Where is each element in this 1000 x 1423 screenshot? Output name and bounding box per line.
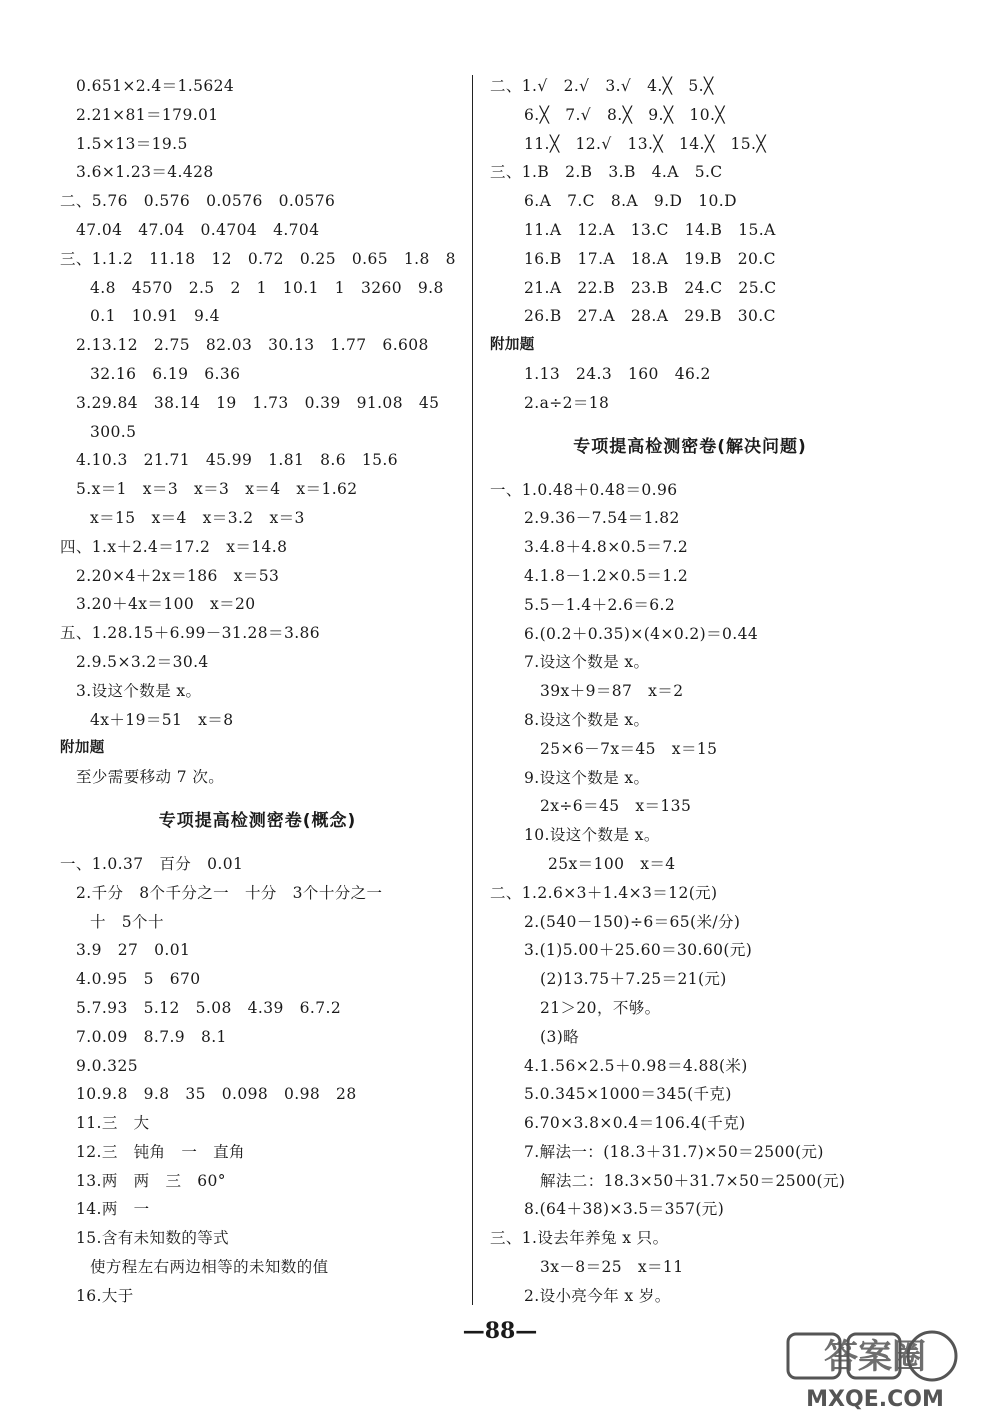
answer-line: 1.5×13＝19.5 [76, 134, 188, 153]
answer-line: 1.13 24.3 160 46.2 [524, 364, 711, 383]
answer-line: 2.9.5×3.2＝30.4 [76, 652, 209, 671]
answer-line: 3.20＋4x＝100 x＝20 [76, 595, 256, 614]
answer-line: 14.两 一 [76, 1200, 150, 1219]
answer-line: 5.0.345×1000＝345(千克) [524, 1085, 732, 1104]
answer-line: 三、1.设去年养兔 x 只。 [490, 1229, 669, 1248]
answer-line: 11.╳ 12.√ 13.╳ 14.╳ 15.╳ [524, 134, 767, 153]
right-column [490, 72, 890, 1311]
answer-line: 至少需要移动 7 次。 [76, 768, 225, 787]
answer-line: 4.8 4570 2.5 2 1 10.1 1 3260 9.8 [90, 278, 444, 297]
answer-line: 5.x＝1 x＝3 x＝3 x＝4 x＝1.62 [76, 480, 358, 499]
section-title: 专项提高检测密卷(解决问题) [573, 436, 807, 457]
section-title: 专项提高检测密卷(概念) [158, 810, 357, 831]
answer-line: 3.4.8＋4.8×0.5＝7.2 [524, 538, 689, 557]
page-number: —88— [462, 1318, 538, 1344]
answer-line: 2.(540－150)÷6＝65(米/分) [524, 912, 741, 931]
answer-line: 3.(1)5.00＋25.60＝30.60(元) [524, 941, 753, 960]
column-divider [472, 75, 473, 1305]
answer-line: x＝15 x＝4 x＝3.2 x＝3 [90, 508, 305, 527]
answer-line: (3)略 [540, 1027, 580, 1046]
answer-line: 三、1.B 2.B 3.B 4.A 5.C [490, 163, 723, 182]
answer-line: 6.A 7.C 8.A 9.D 10.D [524, 192, 737, 211]
answer-line: 7.设这个数是 x。 [524, 653, 650, 672]
answer-line: 8.(64＋38)×3.5＝357(元) [524, 1200, 725, 1219]
answer-line: 2x÷6＝45 x＝135 [540, 797, 692, 816]
answer-line: 47.04 47.04 0.4704 4.704 [76, 220, 320, 239]
answer-line: 十 5个十 [90, 912, 164, 931]
answer-line: 3.9 27 0.01 [76, 941, 191, 960]
answer-line: 26.B 27.A 28.A 29.B 30.C [524, 307, 776, 326]
answer-line: 12.三 钝角 一 直角 [76, 1142, 245, 1161]
answer-line: (2)13.75＋7.25＝21(元) [540, 970, 727, 989]
watermark-url: MXQE.COM [806, 1387, 944, 1412]
bonus-label: 附加题 [490, 337, 535, 354]
watermark-title: 答案圈 [824, 1337, 926, 1377]
answer-line: 解法二：18.3×50＋31.7×50＝2500(元) [540, 1171, 846, 1190]
answer-line: 2.20×4＋2x＝186 x＝53 [76, 566, 280, 585]
answer-line: 16.大于 [76, 1286, 134, 1305]
answer-line: 13.两 两 三 60° [76, 1171, 226, 1190]
answer-line: 4.0.95 5 670 [76, 970, 201, 989]
answer-line: 使方程左右两边相等的未知数的值 [90, 1258, 329, 1277]
answer-line: 2.21×81＝179.01 [76, 105, 219, 124]
answer-line: 10.设这个数是 x。 [524, 826, 660, 845]
answer-line: 一、1.0.37 百分 0.01 [60, 854, 244, 873]
answer-line: 300.5 [90, 422, 137, 441]
answer-line: 二、5.76 0.576 0.0576 0.0576 [60, 192, 336, 211]
answer-line: 2.设小亮今年 x 岁。 [524, 1286, 671, 1305]
answer-line: 4.1.8－1.2×0.5＝1.2 [524, 566, 689, 585]
answer-line: 3.29.84 38.14 19 1.73 0.39 91.08 45 [76, 393, 440, 412]
answer-line: 4.10.3 21.71 45.99 1.81 8.6 15.6 [76, 451, 399, 470]
answer-line: 5.7.93 5.12 5.08 4.39 6.7.2 [76, 998, 342, 1017]
answer-line: 7.解法一：(18.3＋31.7)×50＝2500(元) [524, 1142, 824, 1161]
watermark-logo [780, 1328, 970, 1413]
answer-line: 2.千分 8个千分之一 十分 3个十分之一 [76, 883, 383, 902]
answer-line: 2.a÷2＝18 [524, 393, 610, 412]
answer-line: 11.三 大 [76, 1114, 150, 1133]
answer-line: 16.B 17.A 18.A 19.B 20.C [524, 249, 776, 268]
answer-line: 10.9.8 9.8 35 0.098 0.98 28 [76, 1085, 357, 1104]
answer-line: 3.6×1.23＝4.428 [76, 163, 214, 182]
left-column [60, 72, 455, 1311]
answer-line: 0.651×2.4＝1.5624 [76, 77, 235, 95]
answer-line: 五、1.28.15＋6.99－31.28＝3.86 [60, 624, 321, 643]
answer-line: 0.1 10.91 9.4 [90, 307, 220, 326]
answer-line: 二、1.2.6×3＋1.4×3＝12(元) [490, 883, 718, 902]
answer-line: 11.A 12.A 13.C 14.B 15.A [524, 220, 776, 239]
answer-line: 39x＋9＝87 x＝2 [540, 682, 684, 701]
answer-line: 25×6－7x＝45 x＝15 [540, 739, 718, 758]
answer-line: 7.0.09 8.7.9 8.1 [76, 1027, 227, 1046]
answer-line: 二、1.√ 2.√ 3.√ 4.╳ 5.╳ [490, 77, 714, 95]
answer-line: 9.0.325 [76, 1056, 138, 1075]
answer-line: 2.13.12 2.75 82.03 30.13 1.77 6.608 [76, 336, 429, 355]
answer-line: 3.设这个数是 x。 [76, 681, 202, 700]
answer-line: 6.(0.2＋0.35)×(4×0.2)＝0.44 [524, 624, 759, 643]
answer-line: 5.5－1.4＋2.6＝6.2 [524, 595, 676, 614]
answer-line: 6.╳ 7.√ 8.╳ 9.╳ 10.╳ [524, 105, 726, 124]
answer-line: 21.A 22.B 23.B 24.C 25.C [524, 278, 777, 297]
answer-line: 2.9.36－7.54＝1.82 [524, 509, 680, 528]
answer-line: 6.70×3.8×0.4＝106.4(千克) [524, 1114, 746, 1133]
answer-line: 32.16 6.19 6.36 [90, 364, 241, 383]
answer-line: 4x＋19＝51 x＝8 [90, 710, 234, 729]
answer-line: 21＞20，不够。 [540, 998, 661, 1017]
answer-line: 三、1.1.2 11.18 12 0.72 0.25 0.65 1.8 8 [60, 249, 456, 268]
answer-line: 4.1.56×2.5＋0.98＝4.88(米) [524, 1056, 748, 1075]
answer-line: 四、1.x＋2.4＝17.2 x＝14.8 [60, 537, 288, 556]
answer-line: 9.设这个数是 x。 [524, 768, 650, 787]
answer-line: 3x－8＝25 x＝11 [540, 1258, 684, 1277]
answer-line: 25x＝100 x＝4 [548, 854, 676, 873]
answer-line: 8.设这个数是 x。 [524, 710, 650, 729]
answer-line: 一、1.0.48＋0.48＝0.96 [490, 480, 678, 499]
bonus-label: 附加题 [60, 740, 105, 757]
answer-line: 15.含有未知数的等式 [76, 1229, 230, 1248]
